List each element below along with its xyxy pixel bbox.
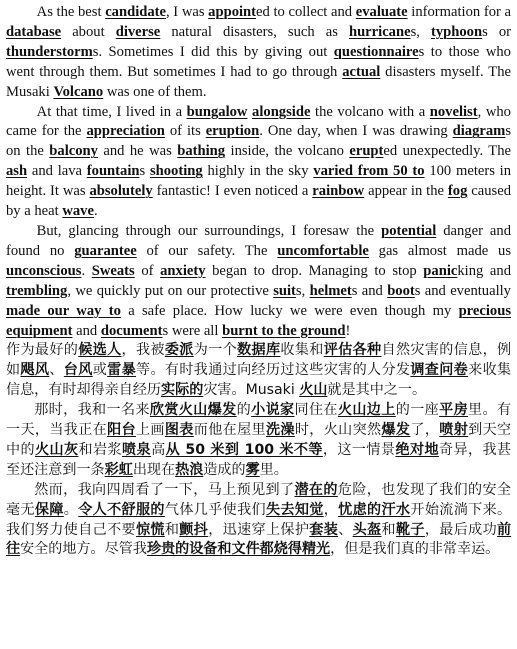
keyword: 火山边上 xyxy=(337,402,396,419)
keyword: evaluate xyxy=(355,4,408,20)
keyword: 头盔 xyxy=(352,521,382,538)
text-run: At that time, I lived in a xyxy=(36,103,187,120)
english-passage xyxy=(6,3,511,341)
keyword: 实际的 xyxy=(161,382,204,399)
text-run: 气体几乎使我们 xyxy=(164,501,266,518)
text-run: , who came for the xyxy=(6,103,511,140)
text-run: a safe place. How lucky we were even though my xyxy=(120,302,459,319)
keyword: alongside xyxy=(252,103,311,120)
text-run: s. Sometimes I did this by giving out xyxy=(92,43,334,60)
keyword: 雷暴 xyxy=(107,362,137,379)
text-run: 里。 xyxy=(259,461,288,478)
keyword: thunderstorm xyxy=(6,43,93,60)
keyword: 珍贵的设备和文件都烧得精光 xyxy=(146,541,331,558)
keyword: 靴子 xyxy=(395,521,425,538)
text-run: highly in the sky xyxy=(202,163,314,180)
text-run: 和 xyxy=(164,521,180,538)
text-run: 同住在 xyxy=(294,402,338,419)
text-run: 为一个 xyxy=(193,342,238,359)
keyword: erupt xyxy=(349,143,384,160)
text-run: 危险，也发现了我们的安全毫无 xyxy=(6,481,512,518)
keyword: boot xyxy=(387,282,415,299)
text-run: fantastic! I even noticed a xyxy=(152,183,313,200)
text-run: and xyxy=(72,322,101,339)
keyword: 委派 xyxy=(164,342,194,359)
keyword: 热浪 xyxy=(175,461,204,478)
text-run: , we quickly put on our protective xyxy=(67,282,274,299)
keyword: 喷射 xyxy=(439,422,469,439)
keyword: panic xyxy=(423,262,458,279)
keyword: database xyxy=(6,23,62,40)
text-run: ，我被 xyxy=(121,342,165,359)
text-run: s and eventually xyxy=(414,282,511,299)
text-run: 的 xyxy=(236,402,252,419)
text-run: . xyxy=(81,262,92,279)
english-paragraph-2 xyxy=(6,103,511,222)
keyword: uncomfortable xyxy=(277,242,369,259)
text-run: of xyxy=(134,262,161,279)
text-run: about xyxy=(61,23,116,40)
keyword: bathing xyxy=(177,143,226,160)
text-run: 出现在 xyxy=(132,461,176,478)
keyword: 潜在的 xyxy=(294,481,338,498)
keyword: precious xyxy=(458,302,511,319)
chinese-paragraph-1 xyxy=(6,341,511,401)
text-run: ， xyxy=(323,501,339,518)
keyword: 令人不舒服的 xyxy=(78,501,165,518)
keyword: actual xyxy=(342,63,381,80)
keyword: 数据库 xyxy=(237,342,281,359)
english-paragraph-3 xyxy=(6,222,511,341)
keyword: document xyxy=(100,322,163,339)
text-run: But, glancing through our surroundings, I foresaw the xyxy=(36,222,382,239)
text-run: 到天空中的 xyxy=(6,422,512,458)
text-run: 然而，我向四周看了一下，马上预见到了 xyxy=(34,481,295,498)
text-run: began to drop. Managing to stop xyxy=(205,262,424,279)
text-run: As the best xyxy=(36,4,106,20)
text-run: . One day, when I was drawing xyxy=(259,123,453,140)
text-run: 造成的 xyxy=(203,461,246,478)
text-run: 等。有时我通过向经历过这些灾害的人分发 xyxy=(136,362,411,379)
keyword: 爆发 xyxy=(381,422,411,439)
text-run: , I was xyxy=(166,4,209,20)
keyword: eruption xyxy=(205,123,260,140)
text-run: 作为最好的 xyxy=(6,342,79,359)
text-run: s on the xyxy=(6,123,512,160)
keyword: equipment xyxy=(6,322,73,339)
text-run: s and xyxy=(351,282,388,299)
keyword: 洗澡 xyxy=(265,422,295,439)
text-run: and lava xyxy=(27,163,87,180)
text-run: 时，火山突然 xyxy=(294,422,382,439)
text-run: s to those who went through them. But sometimes I had to go through xyxy=(6,43,511,80)
text-run: inside, the volcano xyxy=(225,143,350,160)
keyword: 图表 xyxy=(164,422,194,439)
text-run: 而他在屋里 xyxy=(193,422,266,439)
keyword: anxiety xyxy=(160,262,206,279)
keyword: hurricane xyxy=(348,23,411,40)
text-run: ! xyxy=(345,322,351,339)
keyword: 飓风 xyxy=(20,362,50,379)
text-run: caused by a heat xyxy=(6,183,511,220)
keyword: made our way to xyxy=(6,302,121,319)
keyword: 台风 xyxy=(63,362,93,379)
keyword: 忧虑的汗水 xyxy=(338,501,411,518)
keyword: 绝对地 xyxy=(395,441,439,458)
keyword: varied from 50 to xyxy=(313,163,425,180)
text-run: 。 xyxy=(63,501,79,518)
english-paragraph-1 xyxy=(6,3,511,103)
text-run: 或 xyxy=(92,362,108,379)
text-run: s xyxy=(139,163,150,180)
text-run: 就是其中之一。 xyxy=(327,382,427,399)
keyword: 欣赏火山爆发 xyxy=(149,402,237,419)
text-run: information for a xyxy=(407,4,511,20)
keyword: typhoon xyxy=(430,23,483,40)
keyword: appreciation xyxy=(86,123,165,140)
text-run: appear in the xyxy=(364,183,448,200)
text-run: ，最后成功 xyxy=(424,521,498,538)
keyword: 火山灰 xyxy=(35,441,79,458)
text-run: ，这一情景 xyxy=(322,441,396,458)
keyword: 彩虹 xyxy=(104,461,133,478)
text-run: 里。有一天，当我正在 xyxy=(6,402,512,439)
text-run: 的一座 xyxy=(395,402,440,419)
keyword: diverse xyxy=(115,23,161,40)
text-run: 和岩浆 xyxy=(78,441,123,458)
keyword: fountain xyxy=(86,163,140,180)
keyword: 平房 xyxy=(439,402,469,419)
keyword: guarantee xyxy=(74,242,137,259)
text-run: ，但是我们真的非常幸运。 xyxy=(330,541,500,558)
text-run: 安全的地方。尽管我 xyxy=(20,541,147,558)
keyword: trembling xyxy=(6,282,68,299)
text-run: 奇异，我甚至还注意到一条 xyxy=(6,441,512,478)
text-run: 100 meters in height. It was xyxy=(6,163,512,200)
keyword: diagram xyxy=(452,123,506,140)
keyword: potential xyxy=(381,222,437,239)
text-run: s, xyxy=(295,282,310,299)
keyword: unconscious xyxy=(6,262,82,279)
text-run: 和 xyxy=(381,521,396,538)
keyword: burnt to the ground xyxy=(222,322,346,339)
text-run: natural disasters, such as xyxy=(160,23,349,40)
keyword: 小说家 xyxy=(251,402,295,419)
keyword: candidate xyxy=(105,4,166,20)
text-run: danger and found no xyxy=(6,222,511,259)
keyword: fog xyxy=(447,183,468,200)
text-run: s or xyxy=(482,23,511,40)
text-run: 上画 xyxy=(135,422,165,439)
keyword: 候选人 xyxy=(78,342,122,359)
keyword: 阳台 xyxy=(107,422,136,439)
chinese-paragraph-3 xyxy=(6,481,511,561)
chinese-paragraph-2 xyxy=(6,401,511,481)
text-run: 收集和 xyxy=(280,342,324,359)
text-run: 、 xyxy=(49,362,64,379)
text-run: and he was xyxy=(97,143,178,160)
chinese-translation xyxy=(6,341,511,560)
text-run: king and xyxy=(457,262,511,279)
text-run: 灾害。Musaki xyxy=(203,382,300,399)
text-run: disasters myself. The Musaki xyxy=(6,63,511,100)
keyword: rainbow xyxy=(312,183,365,200)
keyword: 惊慌 xyxy=(135,521,165,538)
text-run: 那时，我和一名来 xyxy=(34,402,150,419)
text-run: ed unexpectedly. The xyxy=(383,143,511,160)
text-run: of our safety. The xyxy=(136,242,278,259)
keyword: suit xyxy=(273,282,296,299)
text-run: gas almost made us xyxy=(368,242,511,259)
keyword: 雾 xyxy=(245,461,260,478)
text-run: of its xyxy=(164,123,206,140)
text-run: the volcano with a xyxy=(310,103,430,120)
keyword: shooting xyxy=(149,163,203,180)
text-run: s were all xyxy=(162,322,223,339)
text-run: was one of them. xyxy=(103,83,207,100)
keyword: questionnaire xyxy=(333,43,419,60)
keyword: wave xyxy=(62,203,94,220)
text-run: 开始流淌下来。我们努力使自己不要 xyxy=(6,501,512,538)
keyword: 从 50 米到 100 米不等 xyxy=(165,441,323,458)
keyword: 套装 xyxy=(309,521,339,538)
keyword: 失去知觉 xyxy=(265,501,324,518)
keyword: 喷泉 xyxy=(122,441,152,458)
keyword: balcony xyxy=(49,143,98,160)
keyword: appoint xyxy=(208,4,257,20)
text-run: 自然灾害的信息，例如 xyxy=(6,342,512,379)
keyword: 保障 xyxy=(34,501,64,518)
keyword: helmet xyxy=(309,282,352,299)
keyword: 调查问卷 xyxy=(410,362,469,379)
text-run: ，迅速穿上保护 xyxy=(208,521,310,538)
text-run: 、 xyxy=(338,521,353,538)
keyword: ash xyxy=(6,163,28,180)
keyword: 前往 xyxy=(6,521,512,558)
text-run: . xyxy=(93,203,98,220)
keyword: bungalow xyxy=(186,103,248,120)
text-run: s, xyxy=(410,23,431,40)
text-run: 来收集信息，有时却得亲自经历 xyxy=(6,362,512,399)
keyword: novelist xyxy=(429,103,478,120)
text-run: ed to collect and xyxy=(256,4,356,20)
keyword: Volcano xyxy=(53,83,104,100)
keyword: Sweats xyxy=(91,262,135,279)
keyword: absolutely xyxy=(89,183,153,200)
keyword: 火山 xyxy=(299,382,328,399)
keyword: 颤抖 xyxy=(179,521,209,538)
text-run: 了， xyxy=(410,422,440,439)
keyword: 评估各种 xyxy=(323,342,382,359)
text-run: 高 xyxy=(151,441,166,458)
